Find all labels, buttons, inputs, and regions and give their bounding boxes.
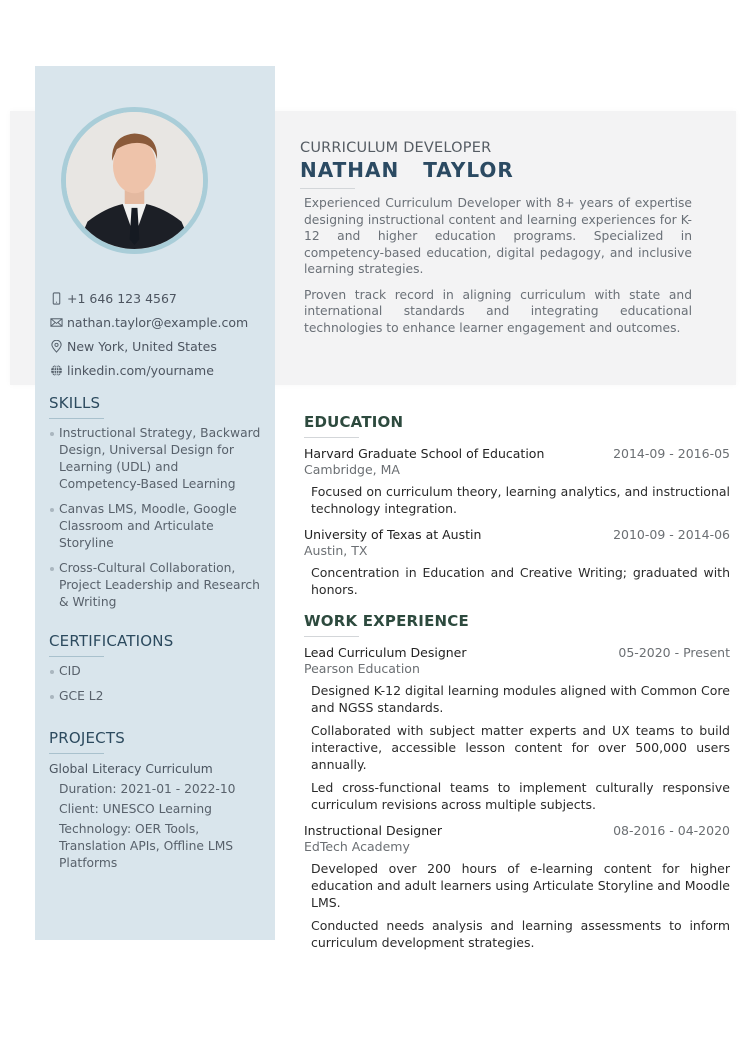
- date-range: 2010-09 - 2014-06: [613, 527, 730, 542]
- project-technology: Technology: OER Tools, Translation APIs, Offline LMS Platforms: [59, 822, 234, 870]
- summary-paragraph: Proven track record in aligning curriculum with state and international standards and integrating educational technologies to enhance learner engagement and outcomes.: [304, 287, 692, 335]
- date-range: 2014-09 - 2016-05: [613, 446, 730, 461]
- skill-item: Cross-Cultural Collaboration, Project Leadership and Research & Writing: [49, 560, 263, 611]
- summary-paragraph: Experienced Curriculum Developer with 8+ years of expertise designing instructional content and learning experiences for K-12 and higher education programs. Specialized in competency-based education, digital pedagogy, and inclusive learning strategies.: [304, 196, 692, 276]
- work-bullet: Developed over 200 hours of e-learning content for higher education and adult learners using Articulate Storyline and Moodle LMS.: [311, 861, 730, 910]
- contact-phone: +1 646 123 4567: [49, 286, 269, 310]
- job-role: Instructional Designer: [304, 823, 442, 838]
- school-location: Cambridge, MA: [304, 462, 400, 477]
- summary: [300, 195, 692, 336]
- company-name: EdTech Academy: [304, 839, 410, 854]
- job-role: Lead Curriculum Designer: [304, 645, 467, 660]
- resume-header: [300, 140, 692, 345]
- company-name: Pearson Education: [304, 661, 420, 676]
- divider: [49, 753, 104, 754]
- contact-website[interactable]: linkedin.com/yourname: [49, 358, 269, 382]
- projects-heading: PROJECTS: [49, 729, 125, 747]
- work-bullet: Designed K-12 digital learning modules aligned with Common Core and NGSS standards.: [311, 683, 730, 715]
- work-bullet: Collaborated with subject matter experts and UX teams to build interactive, accessible lesson content for over 500,000 users annually.: [311, 723, 730, 772]
- phone-icon: [49, 291, 63, 305]
- skill-item: Canvas LMS, Moodle, Google Classroom and Articulate Storyline: [49, 501, 263, 552]
- skills-section: [49, 394, 263, 619]
- envelope-icon: [49, 315, 63, 329]
- education-entry: [304, 446, 730, 517]
- location-pin-icon: [49, 339, 63, 353]
- work-entry: [304, 823, 730, 951]
- project-title: Global Literacy Curriculum: [49, 762, 213, 776]
- skills-heading: SKILLS: [49, 394, 101, 412]
- education-description: Focused on curriculum theory, learning analytics, and instructional technology integration.: [311, 484, 730, 516]
- profile-photo: [61, 107, 208, 254]
- project-client: Client: UNESCO Learning: [59, 802, 212, 816]
- education-description: Concentration in Education and Creative Writing; graduated with honors.: [311, 565, 730, 597]
- job-title: CURRICULUM DEVELOPER: [300, 140, 492, 156]
- divider: [49, 418, 104, 419]
- project-duration: Duration: 2021-01 - 2022-10: [59, 782, 236, 796]
- contact-email[interactable]: nathan.taylor@example.com: [49, 310, 269, 334]
- main-content: [304, 413, 730, 965]
- certifications-heading: CERTIFICATIONS: [49, 632, 174, 650]
- projects-section: [49, 729, 263, 872]
- education-heading: EDUCATION: [304, 413, 404, 431]
- education-entry: [304, 527, 730, 598]
- contact-location: New York, United States: [49, 334, 269, 358]
- candidate-name: NATHAN TAYLOR: [300, 158, 514, 182]
- person-photo-icon: [66, 112, 203, 249]
- school-name: University of Texas at Austin: [304, 527, 482, 542]
- contact-list: [49, 286, 269, 382]
- sidebar: [35, 66, 275, 940]
- work-bullet: Conducted needs analysis and learning assessments to inform curriculum development strategies.: [311, 918, 730, 950]
- globe-icon: [49, 363, 63, 377]
- date-range: 05-2020 - Present: [618, 645, 730, 660]
- divider: [304, 636, 359, 637]
- skill-item: Instructional Strategy, Backward Design, Universal Design for Learning (UDL) and Competency-Based Learning: [49, 425, 263, 493]
- school-location: Austin, TX: [304, 543, 368, 558]
- school-name: Harvard Graduate School of Education: [304, 446, 545, 461]
- divider: [304, 437, 359, 438]
- divider: [49, 656, 104, 657]
- certification-item: GCE L2: [49, 688, 263, 705]
- divider: [300, 188, 355, 189]
- certification-item: CID: [49, 663, 263, 680]
- date-range: 08-2016 - 04-2020: [613, 823, 730, 838]
- work-entry: [304, 645, 730, 813]
- work-bullet: Led cross-functional teams to implement culturally responsive curriculum revisions across multiple subjects.: [311, 780, 730, 812]
- certifications-section: [49, 632, 263, 713]
- education-section: [304, 413, 730, 598]
- work-experience-section: [304, 612, 730, 951]
- work-experience-heading: WORK EXPERIENCE: [304, 612, 469, 630]
